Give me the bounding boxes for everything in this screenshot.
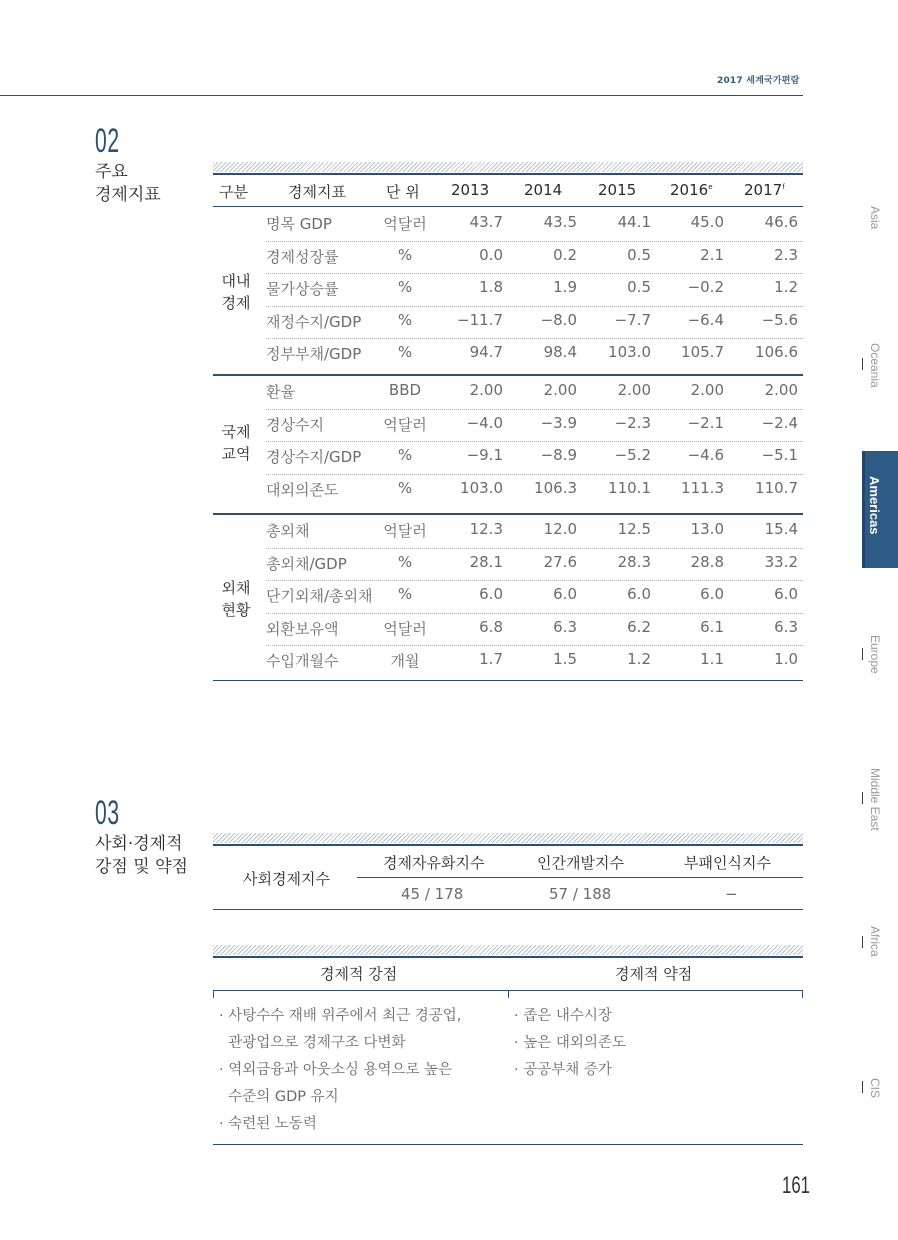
indicator-unit: 억달러 xyxy=(383,522,427,540)
value-cell-2013: 103.0 xyxy=(460,478,503,497)
index-table-top-rule xyxy=(213,844,803,846)
index-col-human-development: 인간개발지수 xyxy=(537,854,624,872)
value-cell-2015: 103.0 xyxy=(608,343,651,362)
value-cell-2017: 2.00 xyxy=(764,381,798,399)
value-cell-2013: 0.0 xyxy=(479,245,503,264)
col-header-2017: 2017$^f$ xyxy=(744,181,785,199)
value-cell-2016: 45.0 xyxy=(690,213,724,231)
value-cell-2013: 94.7 xyxy=(469,343,503,362)
weaknesses-header: 경제적 약점 xyxy=(615,965,693,983)
value-cell-2014: 43.5 xyxy=(543,213,577,231)
value-cell-2014: 6.0 xyxy=(553,585,577,604)
indicator-unit: % xyxy=(397,278,413,297)
value-cell-2013: 43.7 xyxy=(469,213,503,231)
row-dotted-divider xyxy=(266,580,803,581)
value-cell-2013: 12.3 xyxy=(469,520,503,538)
value-cell-2013: 28.1 xyxy=(469,552,503,571)
sw-tick-right xyxy=(802,990,803,998)
value-cell-2013: −9.1 xyxy=(466,446,503,465)
col-header-2014: 2014 xyxy=(524,181,563,199)
side-tab-asia[interactable]: Asia xyxy=(868,206,882,230)
value-cell-2014: 12.0 xyxy=(543,520,577,538)
value-cell-2014: 6.3 xyxy=(553,617,577,636)
value-cell-2014: 98.4 xyxy=(543,343,577,362)
value-cell-2016: −4.6 xyxy=(687,446,724,465)
value-cell-2015: −5.2 xyxy=(614,446,651,465)
indicator-unit: 억달러 xyxy=(383,619,427,638)
strength-line-2: 관광업으로 경제구조 다변화 xyxy=(219,1035,406,1051)
value-cell-2017: 15.4 xyxy=(764,520,798,538)
index-row-label: 사회경제지수 xyxy=(243,870,330,888)
row-dotted-divider xyxy=(266,409,803,410)
strengths-header: 경제적 강점 xyxy=(320,965,398,983)
value-cell-2017: 1.2 xyxy=(774,278,798,297)
sw-table-top-rule xyxy=(213,956,803,958)
value-cell-2016: 6.0 xyxy=(700,585,724,604)
value-cell-2015: 6.2 xyxy=(627,617,651,636)
group-label: 대내 경제 xyxy=(221,271,251,312)
side-tab-middle-east[interactable]: Middle East xyxy=(868,768,882,831)
row-dotted-divider xyxy=(266,306,803,307)
value-cell-2017: −5.6 xyxy=(761,310,798,329)
value-cell-2013: 1.7 xyxy=(479,650,503,669)
indicator-name: 경상수지/GDP xyxy=(266,448,362,467)
value-cell-2015: 12.5 xyxy=(617,520,651,538)
indicator-name: 총외채 xyxy=(266,522,310,540)
group-divider xyxy=(213,513,803,515)
running-header-title: 2017 세계국가편람 xyxy=(717,76,800,86)
value-cell-2016: 13.0 xyxy=(690,520,724,538)
value-cell-2016: −2.1 xyxy=(687,413,724,432)
value-cell-2014: 27.6 xyxy=(543,552,577,571)
col-header-2015: 2015 xyxy=(598,181,637,199)
indicator-unit: % xyxy=(397,310,413,329)
value-cell-2015: 0.5 xyxy=(627,278,651,297)
section-2-title: 주요 경제지표 xyxy=(95,162,161,205)
side-tab-africa[interactable]: Africa xyxy=(868,926,882,957)
value-cell-2013: −4.0 xyxy=(466,413,503,432)
value-cell-2015: 28.3 xyxy=(617,552,651,571)
value-cell-2017: 6.0 xyxy=(774,585,798,604)
index-value-corruption-perception: − xyxy=(725,885,738,903)
side-tab-oceania-marker xyxy=(862,358,863,370)
row-dotted-divider xyxy=(266,645,803,646)
value-cell-2016: 2.00 xyxy=(690,381,724,399)
indicator-name: 정부부채/GDP xyxy=(266,345,362,364)
strength-line-3: · 역외금융과 아웃소싱 용역으로 높은 xyxy=(219,1062,453,1078)
indicator-name: 재정수지/GDP xyxy=(266,312,362,331)
index-table-bottom-rule xyxy=(213,909,803,910)
value-cell-2017: 46.6 xyxy=(764,213,798,231)
indicator-unit: % xyxy=(397,245,413,264)
value-cell-2015: −7.7 xyxy=(614,310,651,329)
group-label: 국제 교역 xyxy=(221,423,251,464)
strength-line-4: 수준의 GDP 유지 xyxy=(219,1089,339,1105)
indicator-name: 단기외채/총외채 xyxy=(266,587,373,606)
indicator-name: 대외의존도 xyxy=(266,480,339,499)
indicator-unit: % xyxy=(397,585,413,604)
value-cell-2013: 1.8 xyxy=(479,278,503,297)
row-dotted-divider xyxy=(266,338,803,339)
value-cell-2016: −6.4 xyxy=(687,310,724,329)
group-divider xyxy=(213,374,803,376)
index-value-human-development: 57 / 188 xyxy=(549,885,612,903)
indicator-name: 경제성장률 xyxy=(266,247,339,266)
value-cell-2014: 2.00 xyxy=(543,381,577,399)
value-cell-2016: 2.1 xyxy=(700,245,724,264)
value-cell-2017: 6.3 xyxy=(774,617,798,636)
value-cell-2013: 2.00 xyxy=(469,381,503,399)
value-cell-2017: −5.1 xyxy=(761,446,798,465)
value-cell-2017: 2.3 xyxy=(774,245,798,264)
value-cell-2015: 6.0 xyxy=(627,585,651,604)
side-tab-oceania[interactable]: Oceania xyxy=(868,343,882,388)
indicator-unit: % xyxy=(397,552,413,571)
strength-line-5: · 숙련된 노동력 xyxy=(219,1116,317,1132)
col-header-2013: 2013 xyxy=(451,181,490,199)
indicator-unit: % xyxy=(397,446,413,465)
table-hatch-bar xyxy=(213,162,803,172)
value-cell-2014: 0.2 xyxy=(553,245,577,264)
indicator-unit: 억달러 xyxy=(383,415,427,434)
header-divider xyxy=(0,95,803,96)
row-dotted-divider xyxy=(266,241,803,242)
indicator-name: 총외채/GDP xyxy=(266,554,347,573)
row-dotted-divider xyxy=(266,474,803,475)
value-cell-2016: 105.7 xyxy=(681,343,724,362)
side-tab-americas[interactable]: Americas xyxy=(867,476,882,535)
value-cell-2015: 1.2 xyxy=(627,650,651,669)
value-cell-2016: 6.1 xyxy=(700,617,724,636)
value-cell-2016: 1.1 xyxy=(700,650,724,669)
table-top-rule xyxy=(213,173,803,175)
sw-tick-middle xyxy=(508,990,509,998)
index-table-hatch-bar xyxy=(213,833,803,843)
value-cell-2017: 106.6 xyxy=(755,343,798,362)
value-cell-2014: −3.9 xyxy=(540,413,577,432)
col-header-indicator: 경제지표 xyxy=(288,183,346,201)
weakness-line-2: · 높은 대외의존도 xyxy=(514,1035,626,1051)
side-tab-active-accent xyxy=(862,451,865,568)
value-cell-2017: −2.4 xyxy=(761,413,798,432)
strength-line-1: · 사탕수수 재배 위주에서 최근 경공업, xyxy=(219,1008,462,1024)
value-cell-2013: 6.0 xyxy=(479,585,503,604)
row-dotted-divider xyxy=(266,613,803,614)
index-col-corruption-perception: 부패인식지수 xyxy=(684,854,771,872)
value-cell-2016: 111.3 xyxy=(681,478,724,497)
value-cell-2014: 1.5 xyxy=(553,650,577,669)
row-dotted-divider xyxy=(266,548,803,549)
value-cell-2014: −8.0 xyxy=(540,310,577,329)
indicator-unit: % xyxy=(397,478,413,497)
section-3-title: 사회·경제적 강점 및 약점 xyxy=(95,834,188,877)
indicator-name: 물가상승률 xyxy=(266,280,339,299)
value-cell-2013: 6.8 xyxy=(479,617,503,636)
weakness-line-1: · 좁은 내수시장 xyxy=(514,1008,612,1024)
value-cell-2014: 106.3 xyxy=(534,478,577,497)
row-dotted-divider xyxy=(266,441,803,442)
indicator-name: 수입개월수 xyxy=(266,652,339,671)
index-value-economic-freedom: 45 / 178 xyxy=(401,885,464,903)
value-cell-2016: 28.8 xyxy=(690,552,724,571)
side-tab-middle-east-marker xyxy=(862,792,863,804)
value-cell-2013: −11.7 xyxy=(457,310,503,329)
side-tab-europe-marker xyxy=(862,648,863,660)
col-header-unit: 단 위 xyxy=(386,183,420,201)
side-tab-africa-marker xyxy=(862,936,863,948)
indicator-unit: BBD xyxy=(388,381,422,399)
value-cell-2015: 110.1 xyxy=(608,478,651,497)
table-header-rule xyxy=(213,206,803,207)
value-cell-2015: 44.1 xyxy=(617,213,651,231)
page-number: 161 xyxy=(782,1172,811,1199)
value-cell-2015: 0.5 xyxy=(627,245,651,264)
index-col-economic-freedom: 경제자유화지수 xyxy=(383,854,485,872)
col-header-category: 구분 xyxy=(219,183,248,201)
indicator-name: 환율 xyxy=(266,383,295,401)
value-cell-2015: −2.3 xyxy=(614,413,651,432)
value-cell-2014: 1.9 xyxy=(553,278,577,297)
value-cell-2015: 2.00 xyxy=(617,381,651,399)
indicator-name: 경상수지 xyxy=(266,415,324,434)
value-cell-2017: 110.7 xyxy=(755,478,798,497)
section-2-number: 02 xyxy=(95,122,120,160)
section-3-number: 03 xyxy=(95,794,120,832)
group-label: 외채 현황 xyxy=(221,578,251,619)
side-tab-europe[interactable]: Europe xyxy=(868,635,882,674)
side-tab-cis[interactable]: CIS xyxy=(868,1078,882,1099)
forecast-marker: f xyxy=(782,183,785,191)
side-tab-cis-marker xyxy=(862,1081,863,1093)
col-header-2016: 2016e xyxy=(670,181,713,199)
indicator-unit: 억달러 xyxy=(383,215,427,233)
estimate-marker: e xyxy=(708,183,713,191)
table-bottom-rule xyxy=(213,680,803,681)
indicator-name: 명목 GDP xyxy=(266,215,332,233)
value-cell-2014: −8.9 xyxy=(540,446,577,465)
row-dotted-divider xyxy=(266,273,803,274)
indicator-name: 외환보유액 xyxy=(266,619,339,638)
indicator-unit: 개월 xyxy=(390,652,420,671)
sw-table-hatch-bar xyxy=(213,945,803,955)
index-subheader-rule xyxy=(357,877,803,878)
value-cell-2017: 33.2 xyxy=(764,552,798,571)
sw-table-bottom-rule xyxy=(213,1144,803,1145)
value-cell-2017: 1.0 xyxy=(774,650,798,669)
sw-tick-left xyxy=(213,990,214,998)
value-cell-2016: −0.2 xyxy=(687,278,724,297)
weakness-line-3: · 공공부채 증가 xyxy=(514,1062,612,1078)
indicator-unit: % xyxy=(397,343,413,362)
